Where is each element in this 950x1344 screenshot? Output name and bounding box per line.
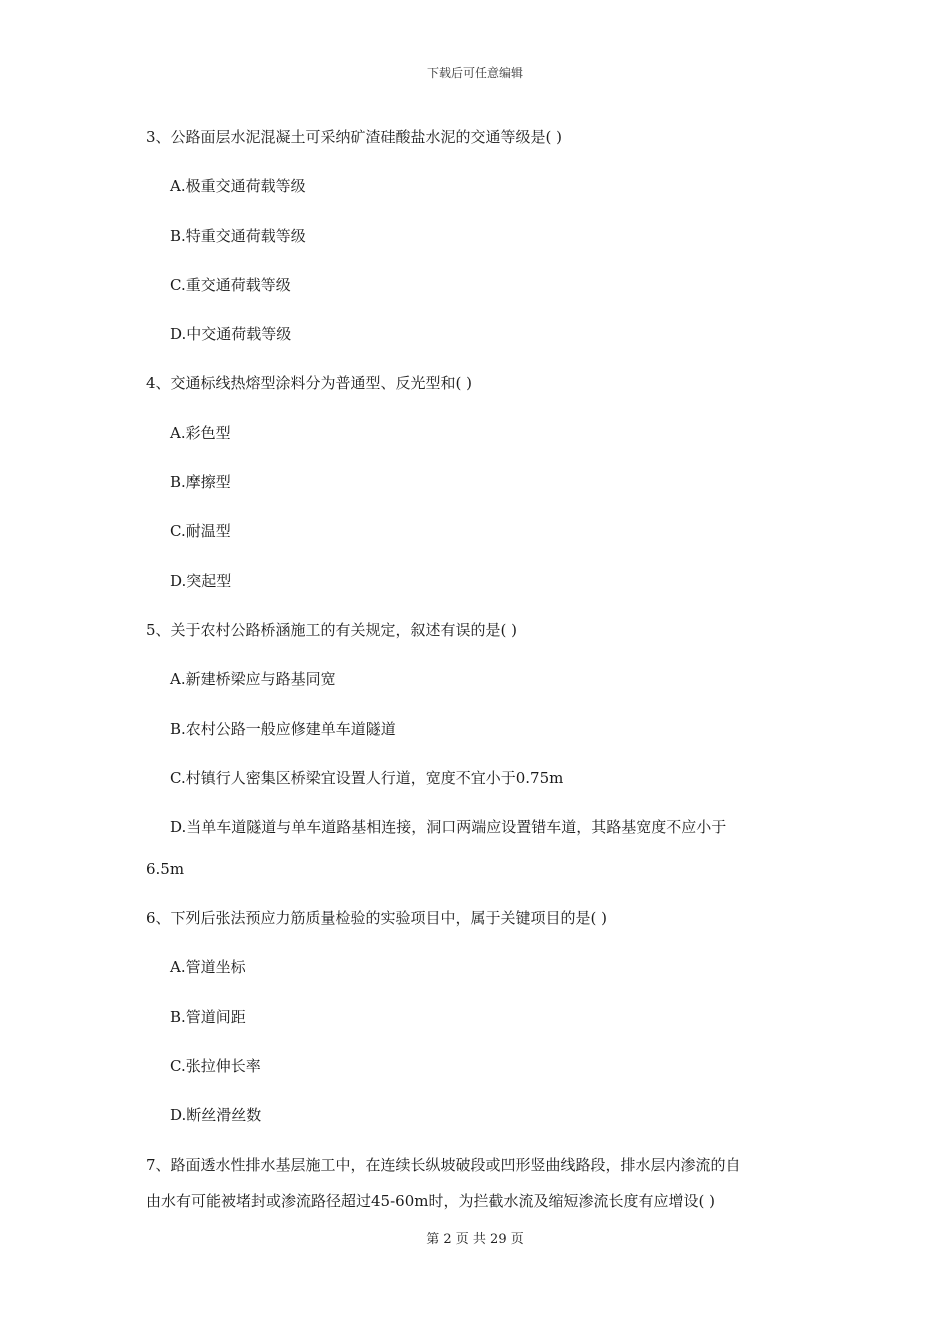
question-5-option-d: D.当单车道隧道与单车道路基相连接，洞口两端应设置错车道，其路基宽度不应小于	[170, 818, 727, 837]
question-3-option-a: A.极重交通荷载等级	[170, 177, 306, 196]
question-list	[146, 122, 810, 1235]
page-header: 下载后可任意编辑	[426, 66, 523, 80]
question-4-option-b: B.摩擦型	[170, 473, 231, 492]
question-3-stem: 3、公路面层水泥混凝土可采纳矿渣硅酸盐水泥的交通等级是( )	[146, 128, 563, 146]
question-6-option-a: A.管道坐标	[170, 958, 246, 977]
question-6-option-c: C.张拉伸长率	[170, 1057, 261, 1076]
question-6-option-b: B.管道间距	[170, 1007, 246, 1026]
question-5-option-d-continued: 6.5m	[146, 860, 185, 879]
question-3-option-b: B.特重交通荷载等级	[170, 226, 306, 245]
question-5-stem: 5、关于农村公路桥涵施工的有关规定，叙述有误的是( )	[146, 620, 518, 639]
question-6-stem: 6、下列后张法预应力筋质量检验的实验项目中，属于关键项目的是( )	[146, 909, 608, 928]
question-5-option-a: A.新建桥梁应与路基同宽	[170, 670, 336, 689]
question-3-option-d: D.中交通荷载等级	[170, 325, 292, 344]
question-3-option-c: C.重交通荷载等级	[170, 275, 291, 294]
question-4-option-d: D.突起型	[170, 571, 232, 590]
question-5-option-b: B.农村公路一般应修建单车道隧道	[170, 719, 396, 738]
question-4-option-a: A.彩色型	[170, 423, 231, 442]
question-7-stem-continued: 由水有可能被堵封或渗流路径超过45-60m时，为拦截水流及缩短渗流长度有应增设( )	[146, 1191, 715, 1210]
question-4-stem: 4、交通标线热熔型涂料分为普通型、反光型和( )	[146, 374, 473, 393]
question-7-stem: 7、路面透水性排水基层施工中，在连续长纵坡破段或凹形竖曲线路段，排水层内渗流的自	[146, 1155, 741, 1174]
question-5-option-c: C.村镇行人密集区桥梁宜设置人行道，宽度不宜小于0.75m	[170, 768, 564, 787]
question-4-option-c: C.耐温型	[170, 522, 231, 541]
question-6-option-d: D.断丝滑丝数	[170, 1106, 262, 1125]
page-footer: 第 2 页 共 29 页	[426, 1232, 524, 1247]
